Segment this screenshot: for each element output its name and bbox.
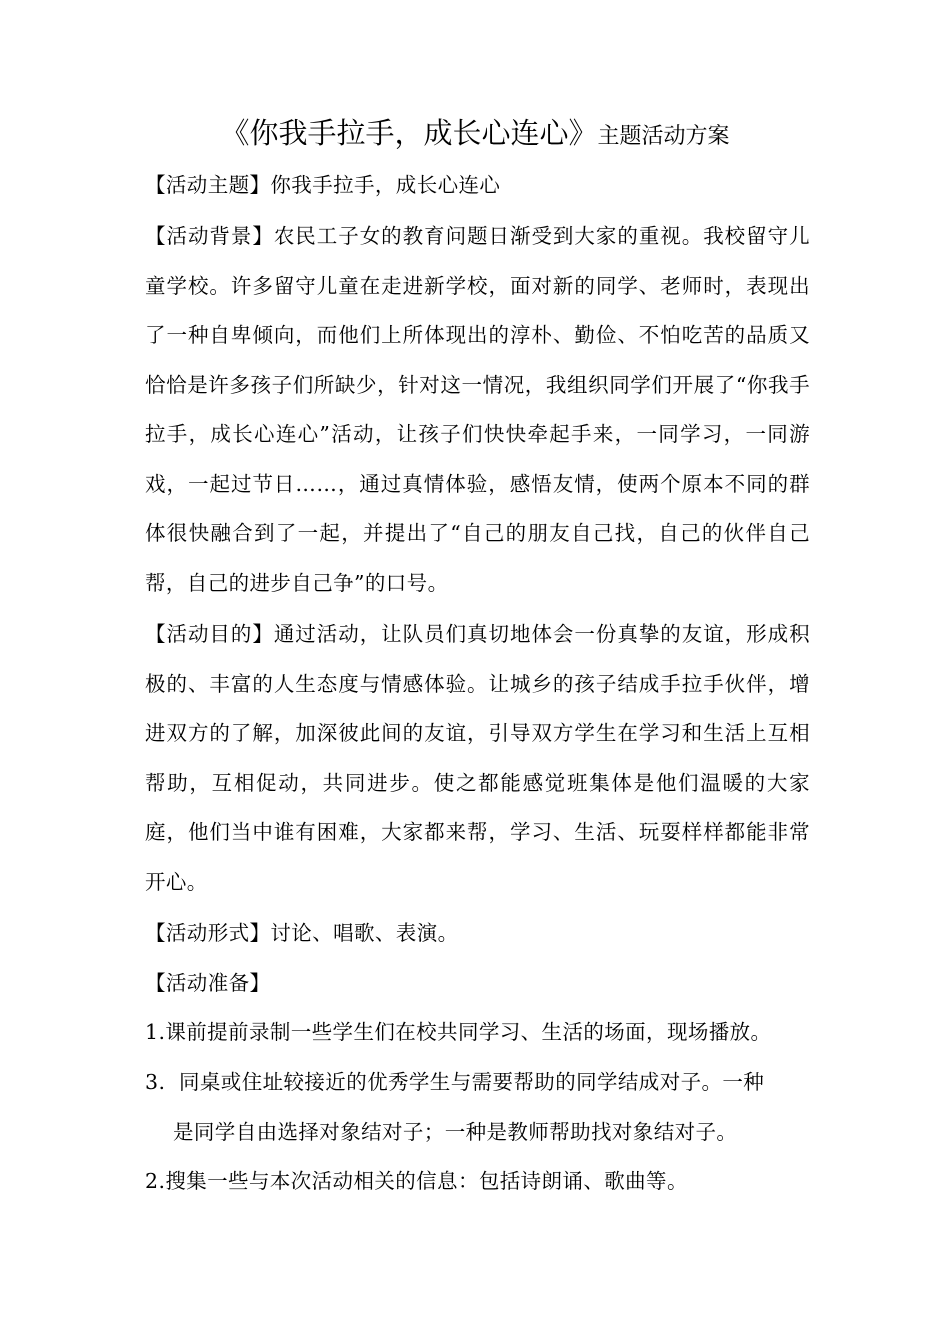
form-paragraph: 【活动形式】讨论、唱歌、表演。: [145, 921, 459, 945]
prep-item: [145, 1058, 764, 1108]
purpose-paragraph: 【活动目的】通过活动，让队员们真切地体会一份真挚的友谊，形成积极的、丰富的人生态度与情感体验。让城乡的孩子结成手拉手伙伴，增进双方的了解，加深彼此间的友谊，引导双方学生在学习和生活上互相帮助，互相促动，共同进步。使之都能感觉班集体是他们温暖的大家庭，他们当中谁有困难，大家都来帮，学习、生活、玩耍样样都能非常开心。: [145, 622, 810, 894]
prep-item-number: 1.: [145, 1020, 166, 1044]
prep-item-text: 课前提前录制一些学生们在校共同学习、生活的场面，现场播放。: [165, 1020, 772, 1044]
prep-item-continuation: 是同学自由选择对象结对子；一种是教师帮助找对象结对子。: [173, 1120, 738, 1144]
background-paragraph: 【活动背景】农民工子女的教育问题日渐受到大家的重视。我校留守儿童学校。许多留守儿童在走进新学校，面对新的同学、老师时，表现出了一种自卑倾向，而他们上所体现出的淳朴、勤俭、不怕吃苦的品质又恰恰是许多孩子们所缺少，针对这一情况，我组织同学们开展了“你我手拉手，成长心连心”活动，让孩子们快快牵起手来，一同学习，一同游戏，一起过节日……，通过真情体验，感悟友情，使两个原本不同的群体很快融合到了一起，并提出了“自己的朋友自己找，自己的伙伴自己帮，自己的进步自己争”的口号。: [145, 224, 810, 595]
title-subtitle: 主题活动方案: [597, 124, 730, 149]
title-main: 《你我手拉手，成长心连心》: [220, 116, 598, 150]
prep-item-number: 2.: [145, 1169, 166, 1193]
theme-paragraph: 【活动主题】你我手拉手，成长心连心: [145, 173, 501, 197]
prep-item-number: 3.: [145, 1070, 166, 1094]
prep-item: [145, 1008, 771, 1058]
prep-item-text: 同桌或住址较接近的优秀学生与需要帮助的同学结成对子。一种: [179, 1070, 765, 1094]
prep-item: [145, 1157, 688, 1207]
prep-heading: 【活动准备】: [145, 971, 271, 995]
prep-item-text: 搜集一些与本次活动相关的信息：包括诗朗诵、歌曲等。: [165, 1169, 688, 1193]
document-title: [0, 110, 950, 161]
